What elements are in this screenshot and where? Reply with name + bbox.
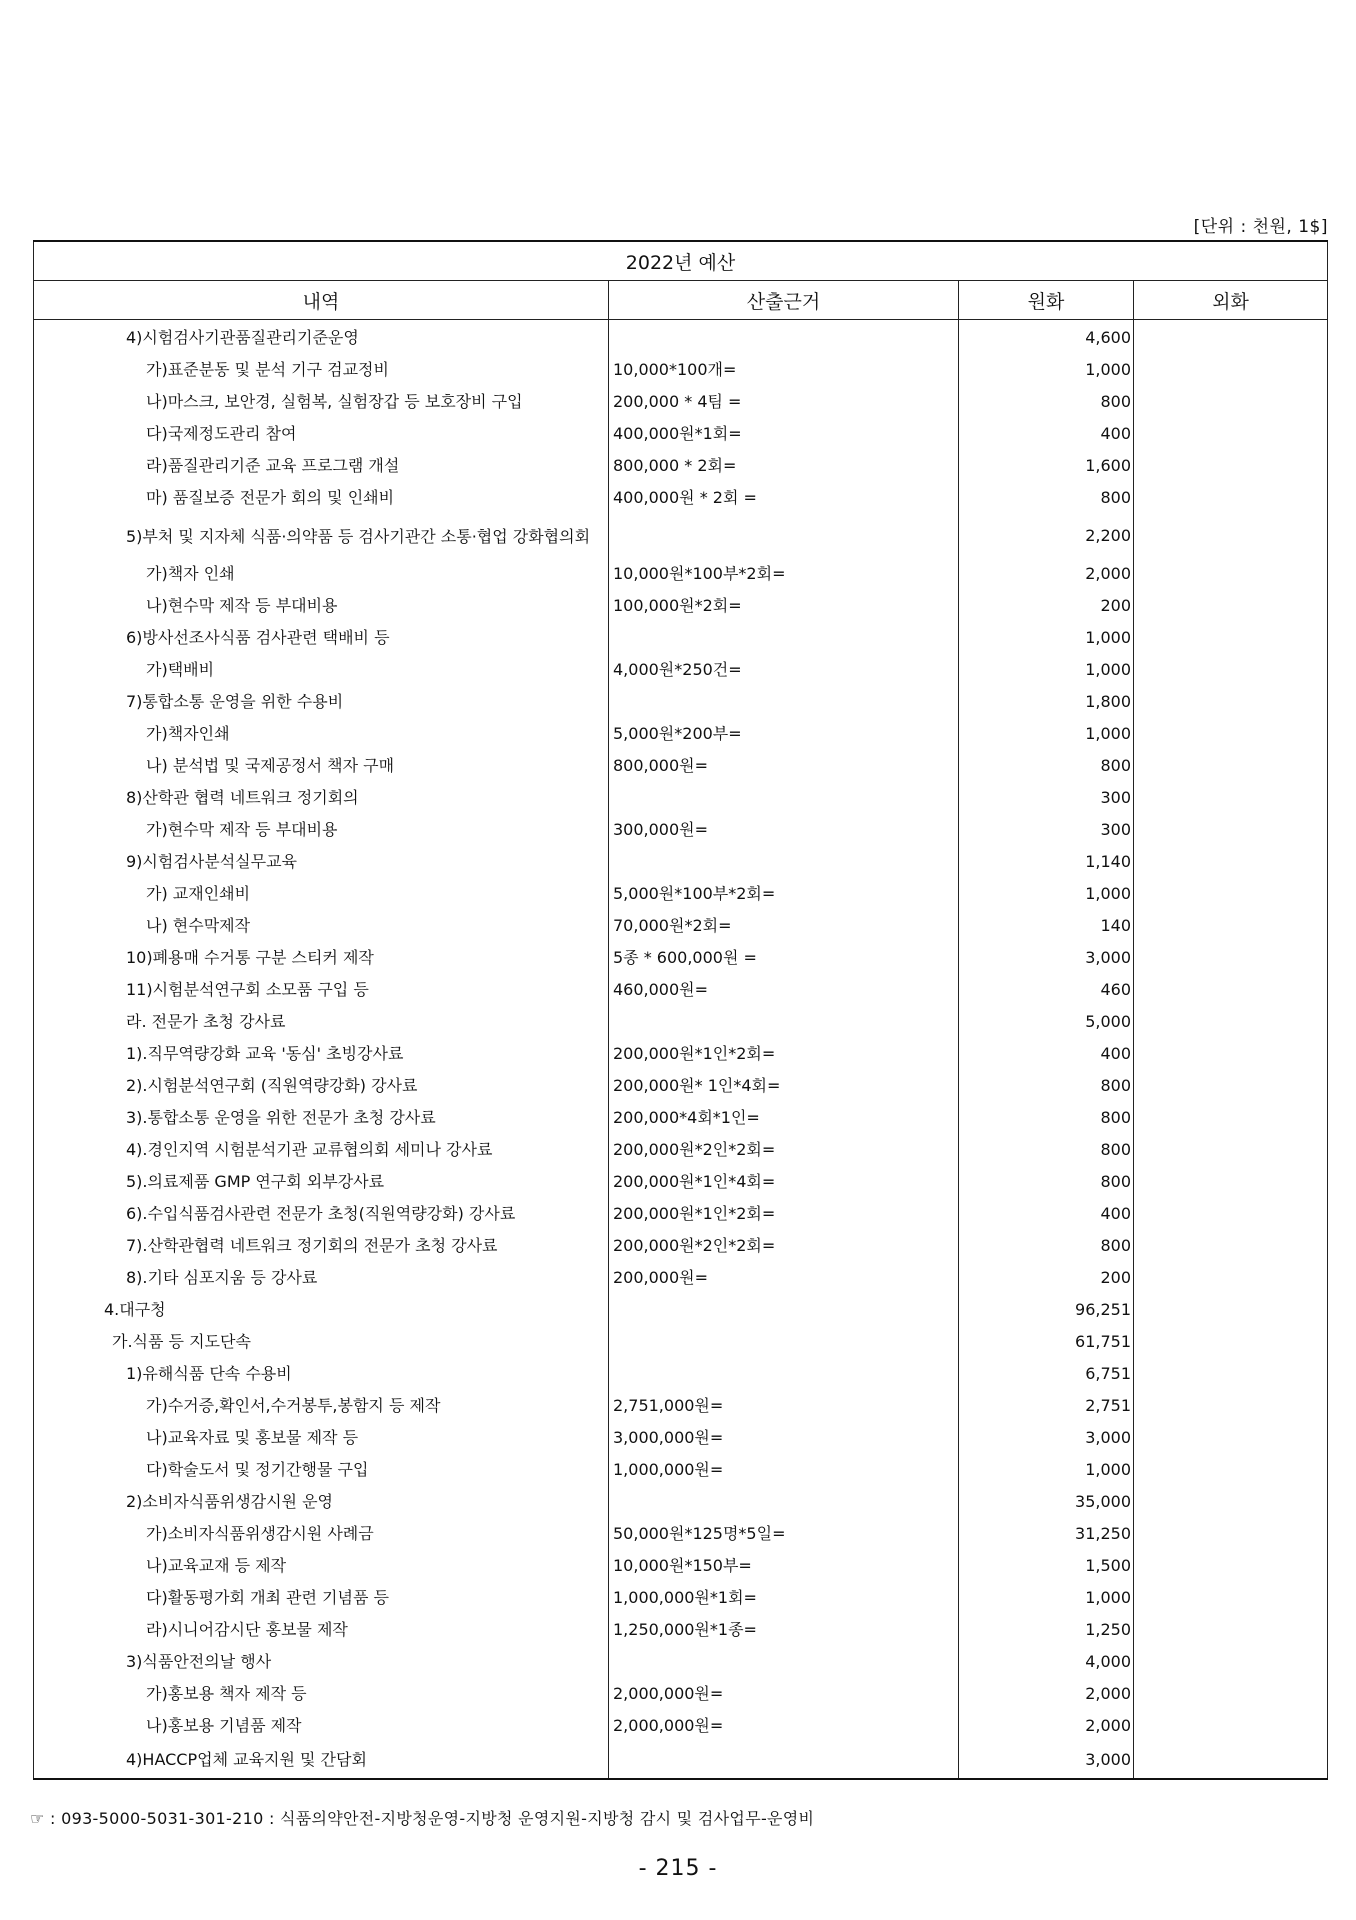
row-foreign-cell [1134, 1422, 1328, 1454]
row-basis-cell [609, 320, 959, 355]
row-item-cell: 가)택배비 [34, 654, 609, 686]
row-krw-cell: 1,000 [959, 718, 1134, 750]
row-krw-cell: 400 [959, 1198, 1134, 1230]
row-krw-cell: 6,751 [959, 1358, 1134, 1390]
row-foreign-cell [1134, 1710, 1328, 1742]
row-foreign-cell [1134, 974, 1328, 1006]
row-basis-cell: 3,000,000원= [609, 1422, 959, 1454]
row-krw-cell: 1,250 [959, 1614, 1134, 1646]
row-foreign-cell [1134, 1358, 1328, 1390]
row-foreign-cell [1134, 654, 1328, 686]
table-row [34, 686, 1328, 718]
row-item-cell: 가)현수막 제작 등 부대비용 [34, 814, 609, 846]
row-foreign-cell [1134, 418, 1328, 450]
row-basis-cell: 1,000,000원*1회= [609, 1582, 959, 1614]
row-krw-cell: 1,000 [959, 1454, 1134, 1486]
row-basis-cell: 200,000원*2인*2회= [609, 1230, 959, 1262]
row-krw-cell: 1,600 [959, 450, 1134, 482]
row-krw-cell: 800 [959, 1070, 1134, 1102]
row-foreign-cell [1134, 386, 1328, 418]
row-item-cell: 가)책자 인쇄 [34, 558, 609, 590]
row-item-cell: 가)수거증,확인서,수거봉투,봉함지 등 제작 [34, 1390, 609, 1422]
row-foreign-cell [1134, 482, 1328, 514]
row-item-cell: 2)소비자식품위생감시원 운영 [34, 1486, 609, 1518]
row-krw-cell: 35,000 [959, 1486, 1134, 1518]
table-row [34, 1454, 1328, 1486]
row-basis-cell [609, 622, 959, 654]
row-krw-cell: 61,751 [959, 1326, 1134, 1358]
row-foreign-cell [1134, 686, 1328, 718]
table-row [34, 782, 1328, 814]
table-row [34, 878, 1328, 910]
row-item-cell: 1).직무역량강화 교육 '동심' 초빙강사료 [34, 1038, 609, 1070]
row-item-cell: 5).의료제품 GMP 연구회 외부강사료 [34, 1166, 609, 1198]
row-basis-cell: 1,000,000원= [609, 1454, 959, 1486]
row-foreign-cell [1134, 320, 1328, 355]
row-basis-cell: 200,000원*1인*4회= [609, 1166, 959, 1198]
row-basis-cell: 800,000 * 2회= [609, 450, 959, 482]
row-item-cell: 다)국제정도관리 참여 [34, 418, 609, 450]
row-foreign-cell [1134, 1262, 1328, 1294]
row-foreign-cell [1134, 1678, 1328, 1710]
table-row [34, 590, 1328, 622]
row-item-cell: 4.대구청 [34, 1294, 609, 1326]
row-krw-cell: 5,000 [959, 1006, 1134, 1038]
row-krw-cell: 200 [959, 1262, 1134, 1294]
row-basis-cell [609, 1294, 959, 1326]
row-item-cell: 11)시험분석연구회 소모품 구입 등 [34, 974, 609, 1006]
row-item-cell: 10)폐용매 수거통 구분 스티커 제작 [34, 942, 609, 974]
row-basis-cell: 5종 * 600,000원 = [609, 942, 959, 974]
row-foreign-cell [1134, 1518, 1328, 1550]
table-row [34, 1198, 1328, 1230]
row-item-cell: 라. 전문가 초청 강사료 [34, 1006, 609, 1038]
row-basis-cell: 2,751,000원= [609, 1390, 959, 1422]
table-row [34, 1614, 1328, 1646]
table-row [34, 482, 1328, 514]
row-krw-cell: 140 [959, 910, 1134, 942]
row-krw-cell: 800 [959, 1102, 1134, 1134]
table-row [34, 654, 1328, 686]
row-item-cell: 8)산학관 협력 네트워크 정기회의 [34, 782, 609, 814]
table-row [34, 514, 1328, 558]
row-krw-cell: 2,200 [959, 514, 1134, 558]
table-row [34, 418, 1328, 450]
table-row [34, 386, 1328, 418]
row-item-cell: 1)유해식품 단속 수용비 [34, 1358, 609, 1390]
row-foreign-cell [1134, 1102, 1328, 1134]
row-basis-cell: 400,000원 * 2회 = [609, 482, 959, 514]
table-row [34, 320, 1328, 355]
row-basis-cell: 10,000*100개= [609, 354, 959, 386]
row-krw-cell: 460 [959, 974, 1134, 1006]
unit-note: [단위 : 천원, 1$] [1193, 217, 1328, 237]
row-item-cell: 5)부처 및 지자체 식품·의약품 등 검사기관간 소통·협업 강화협의회 [34, 514, 609, 558]
table-row [34, 1038, 1328, 1070]
row-item-cell: 가)소비자식품위생감시원 사례금 [34, 1518, 609, 1550]
row-krw-cell: 400 [959, 1038, 1134, 1070]
row-basis-cell [609, 1486, 959, 1518]
row-item-cell: 나)현수막 제작 등 부대비용 [34, 590, 609, 622]
table-row [34, 1486, 1328, 1518]
row-foreign-cell [1134, 910, 1328, 942]
table-row [34, 1518, 1328, 1550]
table-row [34, 1422, 1328, 1454]
row-foreign-cell [1134, 942, 1328, 974]
row-item-cell: 6).수입식품검사관련 전문가 초청(직원역량강화) 강사료 [34, 1198, 609, 1230]
row-basis-cell: 5,000원*200부= [609, 718, 959, 750]
row-basis-cell [609, 514, 959, 558]
row-item-cell: 나)교육자료 및 홍보물 제작 등 [34, 1422, 609, 1454]
column-header-foreign: 외화 [1134, 281, 1328, 320]
column-header-basis: 산출근거 [609, 281, 959, 320]
table-row [34, 1742, 1328, 1779]
column-header-krw: 원화 [959, 281, 1134, 320]
row-item-cell: 마) 품질보증 전문가 회의 및 인쇄비 [34, 482, 609, 514]
row-basis-cell [609, 1742, 959, 1779]
row-basis-cell: 200,000원* 1인*4회= [609, 1070, 959, 1102]
year-header: 2022년 예산 [34, 241, 1328, 281]
row-item-cell: 3).통합소통 운영을 위한 전문가 초청 강사료 [34, 1102, 609, 1134]
row-item-cell: 라)품질관리기준 교육 프로그램 개설 [34, 450, 609, 482]
row-krw-cell: 1,500 [959, 1550, 1134, 1582]
row-foreign-cell [1134, 1454, 1328, 1486]
row-item-cell: 다)활동평가회 개최 관련 기념품 등 [34, 1582, 609, 1614]
row-krw-cell: 3,000 [959, 1422, 1134, 1454]
row-basis-cell [609, 1006, 959, 1038]
table-body [34, 320, 1328, 1780]
row-item-cell: 가) 교재인쇄비 [34, 878, 609, 910]
row-item-cell: 다)학술도서 및 정기간행물 구입 [34, 1454, 609, 1486]
row-item-cell: 9)시험검사분석실무교육 [34, 846, 609, 878]
table-row [34, 910, 1328, 942]
row-krw-cell: 3,000 [959, 942, 1134, 974]
row-foreign-cell [1134, 1486, 1328, 1518]
budget-table [33, 240, 1328, 1780]
row-krw-cell: 2,000 [959, 1678, 1134, 1710]
row-foreign-cell [1134, 354, 1328, 386]
row-foreign-cell [1134, 846, 1328, 878]
table-row [34, 974, 1328, 1006]
row-foreign-cell [1134, 1038, 1328, 1070]
row-item-cell: 가)책자인쇄 [34, 718, 609, 750]
row-foreign-cell [1134, 1550, 1328, 1582]
row-item-cell: 4).경인지역 시험분석기관 교류협의회 세미나 강사료 [34, 1134, 609, 1166]
row-basis-cell: 4,000원*250건= [609, 654, 959, 686]
row-basis-cell [609, 846, 959, 878]
table-row [34, 1166, 1328, 1198]
table-row [34, 1134, 1328, 1166]
table-row [34, 846, 1328, 878]
row-krw-cell: 800 [959, 386, 1134, 418]
row-item-cell: 가)표준분동 및 분석 기구 검교정비 [34, 354, 609, 386]
row-foreign-cell [1134, 514, 1328, 558]
table-row [34, 1710, 1328, 1742]
row-krw-cell: 2,000 [959, 1710, 1134, 1742]
row-krw-cell: 800 [959, 482, 1134, 514]
row-foreign-cell [1134, 750, 1328, 782]
row-foreign-cell [1134, 1006, 1328, 1038]
row-basis-cell: 200,000 * 4팀 = [609, 386, 959, 418]
row-foreign-cell [1134, 1390, 1328, 1422]
row-basis-cell: 50,000원*125명*5일= [609, 1518, 959, 1550]
row-foreign-cell [1134, 1134, 1328, 1166]
table-row [34, 558, 1328, 590]
row-foreign-cell [1134, 622, 1328, 654]
row-krw-cell: 2,751 [959, 1390, 1134, 1422]
row-item-cell: 나) 현수막제작 [34, 910, 609, 942]
table-row [34, 1006, 1328, 1038]
row-basis-cell [609, 686, 959, 718]
row-foreign-cell [1134, 1230, 1328, 1262]
row-krw-cell: 800 [959, 750, 1134, 782]
table-row [34, 1262, 1328, 1294]
row-krw-cell: 2,000 [959, 558, 1134, 590]
row-item-cell: 나) 분석법 및 국제공정서 책자 구매 [34, 750, 609, 782]
row-krw-cell: 96,251 [959, 1294, 1134, 1326]
row-basis-cell: 200,000원*2인*2회= [609, 1134, 959, 1166]
row-basis-cell: 200,000원*1인*2회= [609, 1038, 959, 1070]
row-krw-cell: 1,000 [959, 1582, 1134, 1614]
row-foreign-cell [1134, 1198, 1328, 1230]
row-foreign-cell [1134, 1742, 1328, 1779]
column-header-item: 내역 [34, 281, 609, 320]
row-krw-cell: 3,000 [959, 1742, 1134, 1779]
row-basis-cell: 100,000원*2회= [609, 590, 959, 622]
table-row [34, 814, 1328, 846]
row-basis-cell: 1,250,000원*1종= [609, 1614, 959, 1646]
row-foreign-cell [1134, 1646, 1328, 1678]
table-row [34, 942, 1328, 974]
row-foreign-cell [1134, 1070, 1328, 1102]
table-row [34, 1326, 1328, 1358]
row-basis-cell [609, 1646, 959, 1678]
row-krw-cell: 1,800 [959, 686, 1134, 718]
row-item-cell: 7)통합소통 운영을 위한 수용비 [34, 686, 609, 718]
row-basis-cell [609, 782, 959, 814]
row-krw-cell: 800 [959, 1230, 1134, 1262]
table-row [34, 1390, 1328, 1422]
row-item-cell: 가)홍보용 책자 제작 등 [34, 1678, 609, 1710]
row-krw-cell: 800 [959, 1134, 1134, 1166]
row-krw-cell: 1,140 [959, 846, 1134, 878]
row-krw-cell: 300 [959, 782, 1134, 814]
row-krw-cell: 1,000 [959, 878, 1134, 910]
row-item-cell: 7).산학관협력 네트워크 정기회의 전문가 초청 강사료 [34, 1230, 609, 1262]
row-basis-cell: 10,000원*150부= [609, 1550, 959, 1582]
row-krw-cell: 200 [959, 590, 1134, 622]
row-basis-cell: 10,000원*100부*2회= [609, 558, 959, 590]
table-row [34, 718, 1328, 750]
table-row [34, 1358, 1328, 1390]
table-row [34, 1550, 1328, 1582]
row-basis-cell: 200,000*4회*1인= [609, 1102, 959, 1134]
row-basis-cell: 5,000원*100부*2회= [609, 878, 959, 910]
row-foreign-cell [1134, 1326, 1328, 1358]
table-row [34, 354, 1328, 386]
row-foreign-cell [1134, 1294, 1328, 1326]
row-krw-cell: 31,250 [959, 1518, 1134, 1550]
row-basis-cell: 2,000,000원= [609, 1678, 959, 1710]
row-krw-cell: 400 [959, 418, 1134, 450]
row-basis-cell: 200,000원*1인*2회= [609, 1198, 959, 1230]
table-row [34, 1646, 1328, 1678]
row-foreign-cell [1134, 1582, 1328, 1614]
row-item-cell: 3)식품안전의날 행사 [34, 1646, 609, 1678]
row-item-cell: 가.식품 등 지도단속 [34, 1326, 609, 1358]
footnote: ☞ : 093-5000-5031-301-210 : 식품의약안전-지방청운영-지방청 운영지원-지방청 감시 및 검사업무-운영비 [30, 1809, 815, 1828]
page-number: - 215 - [638, 1856, 718, 1881]
table-row [34, 1294, 1328, 1326]
row-basis-cell: 300,000원= [609, 814, 959, 846]
row-basis-cell [609, 1326, 959, 1358]
row-basis-cell: 70,000원*2회= [609, 910, 959, 942]
table-row [34, 1678, 1328, 1710]
row-foreign-cell [1134, 1614, 1328, 1646]
row-foreign-cell [1134, 590, 1328, 622]
row-foreign-cell [1134, 450, 1328, 482]
table-row [34, 750, 1328, 782]
row-item-cell: 6)방사선조사식품 검사관련 택배비 등 [34, 622, 609, 654]
row-foreign-cell [1134, 558, 1328, 590]
row-krw-cell: 1,000 [959, 654, 1134, 686]
table-row [34, 1070, 1328, 1102]
row-krw-cell: 800 [959, 1166, 1134, 1198]
row-krw-cell: 4,600 [959, 320, 1134, 355]
row-item-cell: 4)HACCP업체 교육지원 및 간담회 [34, 1742, 609, 1779]
row-basis-cell: 800,000원= [609, 750, 959, 782]
row-foreign-cell [1134, 814, 1328, 846]
row-item-cell: 4)시험검사기관품질관리기준운영 [34, 320, 609, 355]
row-item-cell: 나)마스크, 보안경, 실험복, 실험장갑 등 보호장비 구입 [34, 386, 609, 418]
row-basis-cell: 460,000원= [609, 974, 959, 1006]
row-item-cell: 나)교육교재 등 제작 [34, 1550, 609, 1582]
row-foreign-cell [1134, 718, 1328, 750]
row-basis-cell: 200,000원= [609, 1262, 959, 1294]
table-row [34, 450, 1328, 482]
row-krw-cell: 4,000 [959, 1646, 1134, 1678]
row-krw-cell: 1,000 [959, 622, 1134, 654]
row-foreign-cell [1134, 1166, 1328, 1198]
row-foreign-cell [1134, 878, 1328, 910]
row-item-cell: 8).기타 심포지움 등 강사료 [34, 1262, 609, 1294]
row-item-cell: 라)시니어감시단 홍보물 제작 [34, 1614, 609, 1646]
row-krw-cell: 1,000 [959, 354, 1134, 386]
row-item-cell: 2).시험분석연구회 (직원역량강화) 강사료 [34, 1070, 609, 1102]
row-basis-cell: 400,000원*1회= [609, 418, 959, 450]
row-item-cell: 나)홍보용 기념품 제작 [34, 1710, 609, 1742]
row-basis-cell: 2,000,000원= [609, 1710, 959, 1742]
row-foreign-cell [1134, 782, 1328, 814]
row-basis-cell [609, 1358, 959, 1390]
table-row [34, 1230, 1328, 1262]
row-krw-cell: 300 [959, 814, 1134, 846]
table-row [34, 1582, 1328, 1614]
table-row [34, 622, 1328, 654]
table-row [34, 1102, 1328, 1134]
